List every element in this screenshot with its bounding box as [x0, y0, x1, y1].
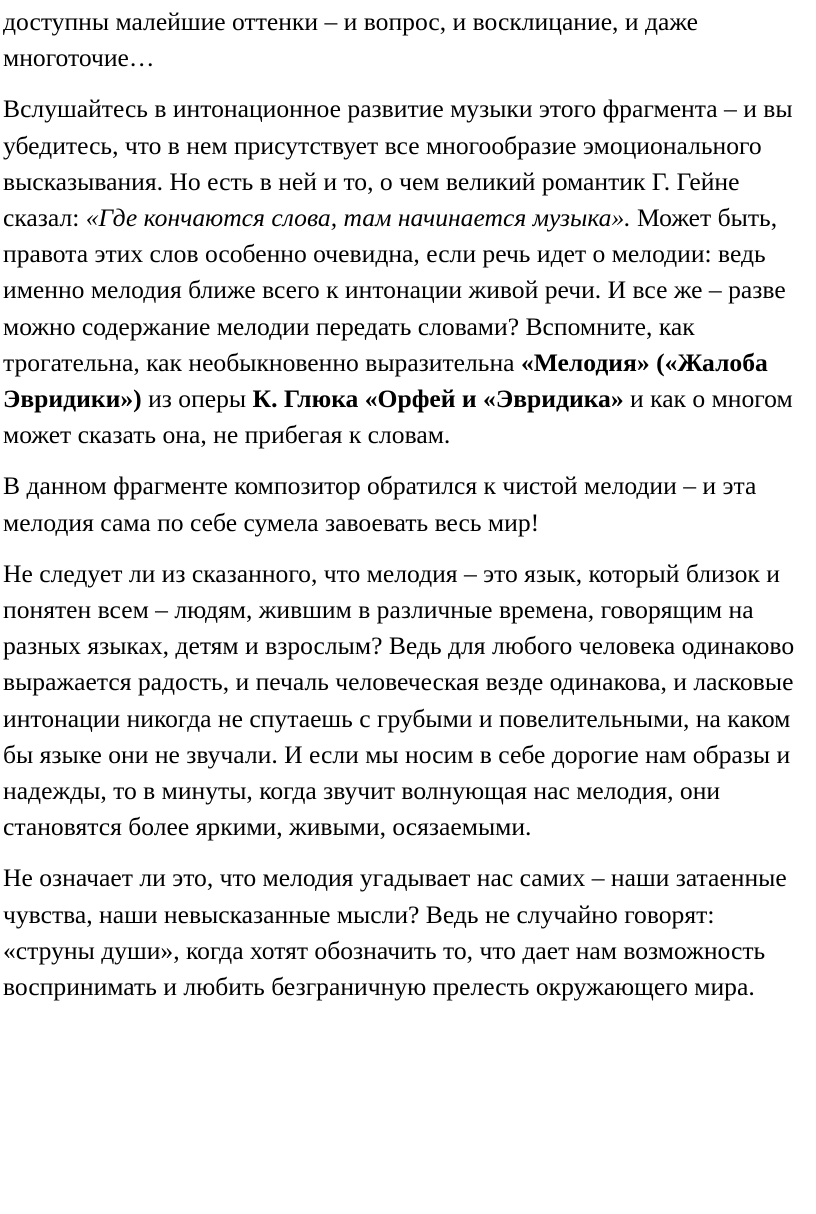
- melody-title: «Мелодия» («Жалоба Эвридики»): [3, 347, 768, 414]
- paragraph-3: [3, 468, 802, 540]
- paragraph-2: [3, 91, 802, 453]
- paragraph-3-text: В данном фрагменте композитор обратился к чистой мелодии – и эта мелодия сама по себе сумела завоевать весь мир!: [3, 471, 757, 537]
- paragraph-1: [3, 4, 802, 76]
- paragraph-2-text-d: и как о многом может сказать она, не прибегая к словам.: [3, 384, 793, 450]
- paragraph-2-text-c: из оперы: [141, 384, 253, 414]
- paragraph-5-text: Не означает ли это, что мелодия угадывает нас самих – наши затаенные чувства, наши невысказанные мысли? Ведь не случайно говорят: «струны души», когда хотят обозначить то, что дает нам возможность воспринимать и любить безграничную прелесть окружающего мира.: [3, 863, 787, 1002]
- paragraph-5: [3, 860, 802, 1005]
- heine-quote: «Где кончаются слова, там начинается музыка».: [85, 203, 631, 233]
- paragraph-4: [3, 556, 802, 846]
- paragraph-1-text: доступны малейшие оттенки – и вопрос, и восклицание, и даже многоточие…: [3, 7, 699, 73]
- opera-title: К. Глюка «Орфей и «Эвридика»: [252, 384, 624, 414]
- paragraph-2-text-a: Вслушайтесь в интонационное развитие музыки этого фрагмента – и вы убедитесь, что в нем присутствует все многообразие эмоционального высказывания. Но есть в ней и то, о чем великий романтик Г. Гейне сказал:: [3, 94, 793, 233]
- paragraph-4-text: Не следует ли из сказанного, что мелодия – это язык, который близок и понятен всем – людям, жившим в различные времена, говорящим на разных языках, детям и взрослым? Ведь для любого человека одинаково выражается радость, и печаль человеческая везде одинакова, и ласковые интонации никогда не спутаешь с грубыми и повелительными, на каком бы языке они не звучали. И если мы носим в себе дорогие нам образы и надежды, то в минуты, когда звучит волнующая нас мелодия, они становятся более яркими, живыми, осязаемыми.: [3, 558, 795, 842]
- paragraph-2-text-b: Может быть, правота этих слов особенно очевидна, если речь идет о мелодии: ведь именно мелодия ближе всего к интонации живой речи. И все же – разве можно содержание мелодии передать словами? Вспомните, как трогательна, как необыкновенно выразительна: [3, 203, 786, 377]
